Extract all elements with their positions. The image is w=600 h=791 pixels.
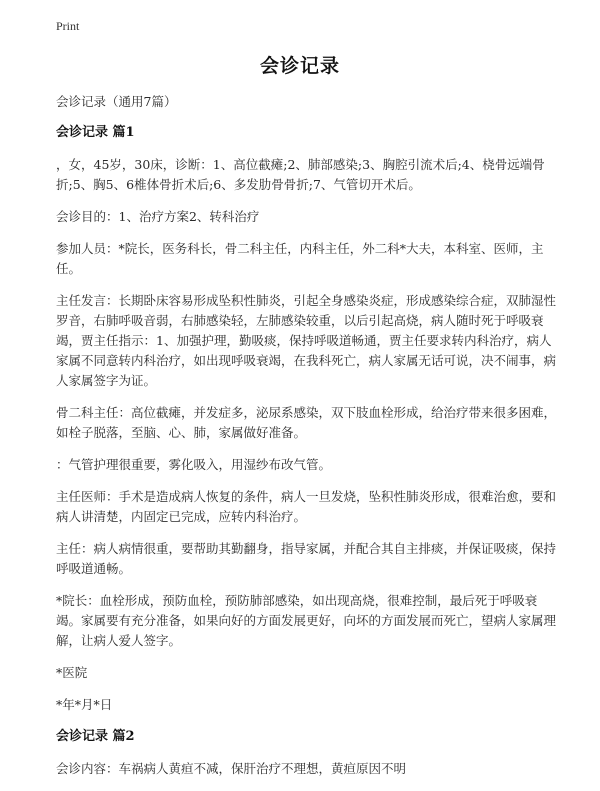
section-heading-1: 会诊记录 篇1 [56, 125, 135, 140]
paragraph-diagnosis: ，女，45岁，30床，诊断：1、高位截瘫;2、肺部感染;3、胸腔引流术后;4、桡骨远端骨折;5、胸5、6椎体骨折术后;6、多发肋骨骨折;7、气管切开术后。 [56, 157, 545, 192]
document-body [56, 92, 556, 791]
paragraph-director-nursing: 主任：病人病情很重，要帮助其勤翻身，指导家属，并配合其自主排痰，并保证吸痰，保持呼吸道通畅。 [56, 541, 557, 576]
document-subtitle: 会诊记录（通用7篇） [56, 94, 177, 109]
paragraph-consult-content: 会诊内容：车祸病人黄疸不减，保肝治疗不理想，黄疸原因不明 [56, 761, 407, 776]
paragraph-dean: *院长：血栓形成，预防血栓，预防肺部感染，如出现高烧，很难控制，最后死于呼吸衰竭。家属要有充分准备，如果向好的方面发展更好，向坏的方面发展而死亡，望病人家属理解，让病人爱人签字。 [56, 593, 557, 648]
paragraph-participants: 参加人员：*院长，医务科长，骨二科主任，内科主任，外二科*大夫，本科室、医师，主任。 [56, 241, 544, 276]
print-link[interactable]: Print [56, 19, 80, 33]
paragraph-purpose: 会诊目的：1、治疗方案2、转科治疗 [56, 209, 260, 224]
paragraph-date: *年*月*日 [56, 697, 113, 712]
paragraph-hospital: *医院 [56, 665, 88, 680]
section-heading-2: 会诊记录 篇2 [56, 729, 135, 744]
paragraph-ortho-director: 骨二科主任：高位截瘫，并发症多，泌尿系感染，双下肢血栓形成，给治疗带来很多困难，如栓子脱落，至脑、心、肺，家属做好准备。 [56, 405, 557, 440]
paragraph-chief-physician: 主任医师：手术是造成病人恢复的条件，病人一旦发烧，坠积性肺炎形成，很难治愈，要和病人讲清楚，内固定已完成，应转内科治疗。 [56, 489, 557, 524]
page-title: 会诊记录 [259, 55, 340, 77]
paragraph-director-speech: 主任发言：长期卧床容易形成坠积性肺炎，引起全身感染炎症，形成感染综合症，双肺湿性罗音，右肺呼吸音弱，右肺感染轻，左肺感染较重，以后引起高烧，病人随时死于呼吸衰竭，贾主任指示：1、加强护理，勤吸痰，保持呼吸道畅通，贾主任要求转内科治疗，病人家属不同意转内科治疗，如出现呼吸衰竭，在我科死亡，病人家属无话可说，决不闹事，病人家属签字为证。 [56, 293, 557, 388]
paragraph-airway-care: ：气管护理很重要，雾化吸入，用湿纱布改气管。 [56, 457, 332, 472]
